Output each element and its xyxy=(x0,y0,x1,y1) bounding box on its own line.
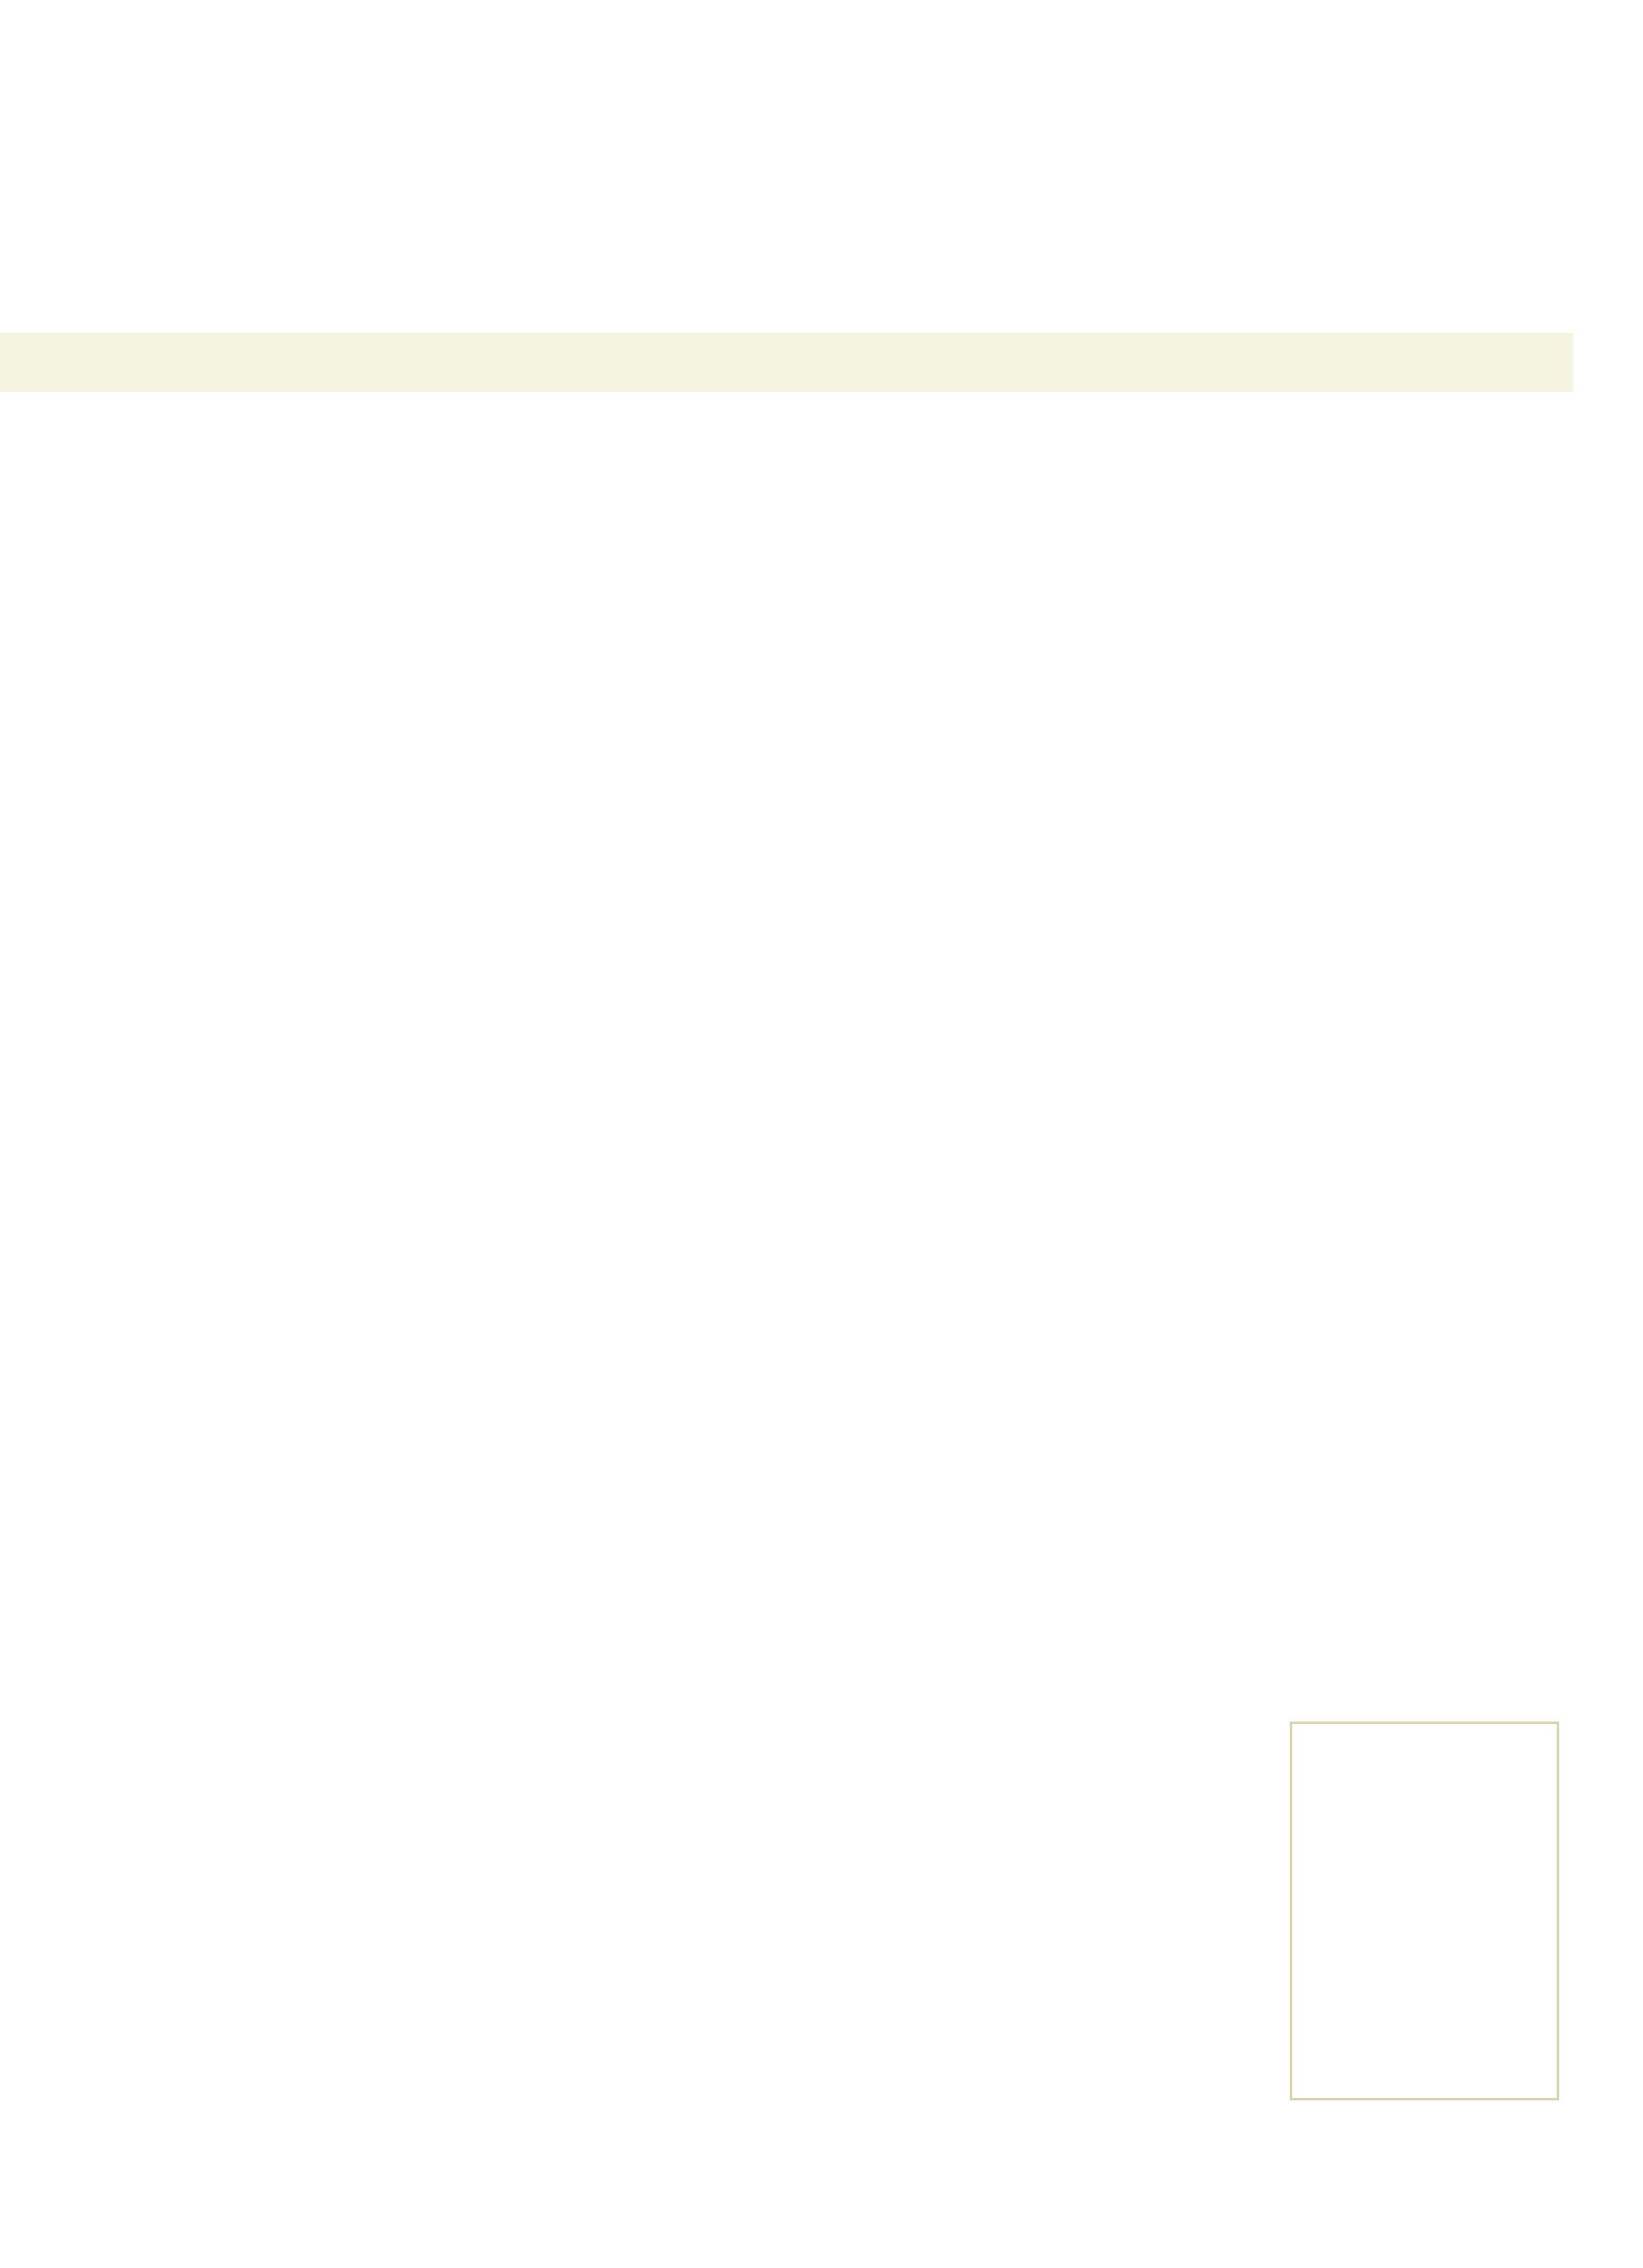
materials-column xyxy=(123,431,579,500)
scheme2-chart xyxy=(103,1627,891,2104)
legend-box xyxy=(1290,1722,1559,2100)
scheme1-chart xyxy=(107,1019,912,1454)
patterns-column xyxy=(618,431,1074,500)
info-band xyxy=(0,333,1573,392)
jumper-diagram xyxy=(904,1019,1602,1578)
sleeve-diagram xyxy=(920,1701,1249,2087)
